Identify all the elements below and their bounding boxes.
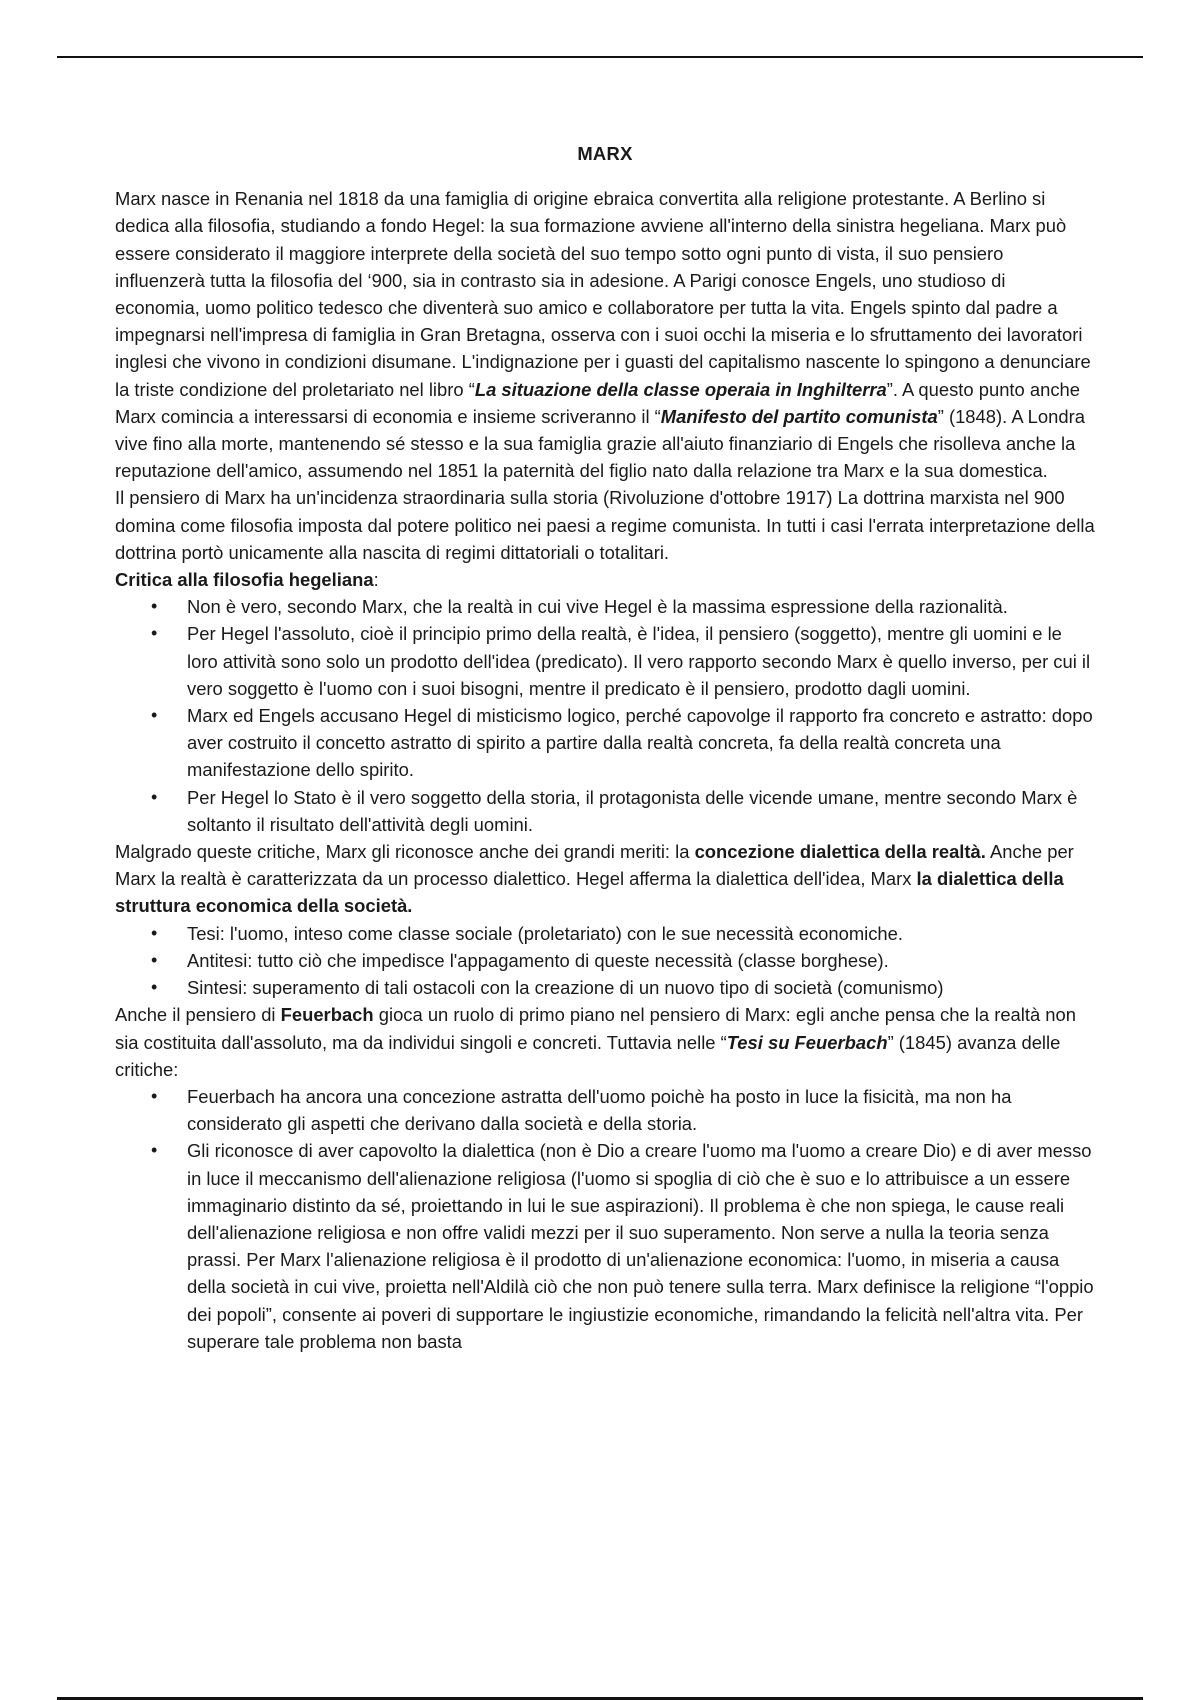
book-title-tesi: Tesi su Feuerbach xyxy=(726,1031,888,1053)
list-item: • Per Hegel lo Stato è il vero soggetto della storia, il protagonista delle vicende umane, mentre secondo Marx è soltanto il risultato dell'attività degli uomini. xyxy=(187,784,1095,838)
intro-paragraph xyxy=(115,185,1095,484)
intro-text-1: Marx nasce in Renania nel 1818 da una famiglia di origine ebraica convertita alla religione protestante. A Berlino si dedica alla filosofia, studiando a fondo Hegel: la sua formazione avviene all'interno della sinistra hegeliana. Marx può essere considerato il maggiore interprete della società del suo tempo sotto ogni punto di vista, il suo pensiero influenzerà tutta la filosofia del ‘900, sia in contrasto sia in adesione. A Parigi conosce Engels, uno studioso di economia, uomo politico tedesco che diventerà suo amico e collaboratore per tutta la vita. Engels spinto dal padre a impegnarsi nell'impresa di famiglia in Gran Bretagna, osserva con i suoi occhi la miseria e lo sfruttamento dei lavoratori inglesi che vivono in condizioni disumane. L'indignazione per i guasti del capitalismo nascente lo spingono a denunciare la triste condizione del proletariato nel libro “ xyxy=(115,188,1091,400)
feuerbach-critique-list xyxy=(115,1083,1095,1355)
hegel-critique-list xyxy=(115,593,1095,838)
list-item: • Tesi: l'uomo, inteso come classe sociale (proletariato) con le sue necessità economiche. xyxy=(187,920,1095,947)
economic-dialectic: la dialettica della struttura economica della società. xyxy=(115,868,1064,917)
influence-paragraph: Il pensiero di Marx ha un'incidenza straordinaria sulla storia (Rivoluzione d'ottobre 1917) La dottrina marxista nel 900 domina come filosofia imposta dal potere politico nei paesi a regime comunista. In tutti i casi l'errata interpretazione della dottrina portò unicamente alla nascita di regimi dittatoriali o totalitari. xyxy=(115,487,1095,563)
intro-text-3: ” (1848). A Londra vive fino alla morte, mantenendo sé stesso e la sua famiglia grazie all'aiuto finanziario di Engels che risolleva anche la reputazione dell'amico, assumendo nel 1851 la paternità del figlio nato dalla relazione tra Marx e la sua domestica. xyxy=(115,405,1085,482)
list-item: • Sintesi: superamento di tali ostacoli con la creazione di un nuovo tipo di società (comunismo) xyxy=(187,974,1095,1001)
feuerbach-paragraph: Anche il pensiero di Feuerbach gioca un ruolo di primo piano nel pensiero di Marx: egli anche pensa che la realtà non sia costituita dall'assoluto, ma da individui singoli e concreti. Tuttavia nelle “Tesi su Feuerbach” (1845) avanza delle critiche: xyxy=(115,1004,1076,1080)
book-title-situazione: La situazione della classe operaia in Inghilterra xyxy=(474,378,887,400)
dialectic-list xyxy=(115,920,1095,1002)
document-page xyxy=(115,140,1095,1355)
list-item: • Feuerbach ha ancora una concezione astratta dell'uomo poichè ha posto in luce la fisicità, ma non ha considerato gli aspetti che derivano dalla società e della storia. xyxy=(187,1083,1095,1137)
list-item: • Per Hegel l'assoluto, cioè il principio primo della realtà, è l'idea, il pensiero (soggetto), mentre gli uomini e le loro attività sono solo un prodotto dell'idea (predicato). Il vero rapporto secondo Marx è quello inverso, per cui il vero soggetto è l'uomo con i suoi bisogni, mentre il predicato è il pensiero, prodotto dagli uomini. xyxy=(187,620,1095,702)
top-divider xyxy=(57,56,1143,58)
page-title: MARX xyxy=(577,143,633,164)
intro-text-2: ”. A questo punto anche Marx comincia a interessarsi di economia e insieme scriveranno il “ xyxy=(115,378,1080,427)
list-item: • Marx ed Engels accusano Hegel di misticismo logico, perché capovolge il rapporto fra concreto e astratto: dopo aver costruito il concetto astratto di spirito a partire dalla realtà concreta, fa della realtà concreta una manifestazione dello spirito. xyxy=(187,702,1095,784)
list-item: • Gli riconosce di aver capovolto la dialettica (non è Dio a creare l'uomo ma l'uomo a creare Dio) e di aver messo in luce il meccanismo dell'alienazione religiosa (l'uomo si spoglia di ciò che è suo e lo attribuisce a un essere immaginario distinto da sé, proiettando in lui le sue aspirazioni). Il problema è che non spiega, le cause reali dell'alienazione religiosa e non offre validi mezzi per il suo superamento. Non serve a nulla la teoria senza prassi. Per Marx l'alienazione religiosa è il prodotto di un'alienazione economica: l'uomo, in miseria a causa della società in cui vive, proietta nell'Aldilà ciò che non può tenere sulla terra. Marx definisce la religione “l'oppio dei popoli”, consente ai poveri di supportare le ingiustizie economiche, rimandando la felicità nell'altra vita. Per superare tale problema non basta xyxy=(187,1137,1095,1355)
feuerbach-name: Feuerbach xyxy=(280,1004,374,1026)
hegel-heading: Critica alla filosofia hegeliana xyxy=(115,569,374,591)
dialectic-concept: concezione dialettica della realtà. xyxy=(694,841,986,863)
hegel-heading-line: Critica alla filosofia hegeliana: xyxy=(115,569,379,591)
list-item: • Non è vero, secondo Marx, che la realtà in cui vive Hegel è la massima espressione della razionalità. xyxy=(187,593,1095,620)
merits-paragraph: Malgrado queste critiche, Marx gli riconosce anche dei grandi meriti: la concezione dialettica della realtà. Anche per Marx la realtà è caratterizzata da un processo dialettico. Hegel afferma la dialettica dell'idea, Marx la dialettica della struttura economica della società. xyxy=(115,841,1074,917)
book-title-manifesto: Manifesto del partito comunista xyxy=(660,405,938,427)
list-item: • Antitesi: tutto ciò che impedisce l'appagamento di queste necessità (classe borghese). xyxy=(187,947,1095,974)
